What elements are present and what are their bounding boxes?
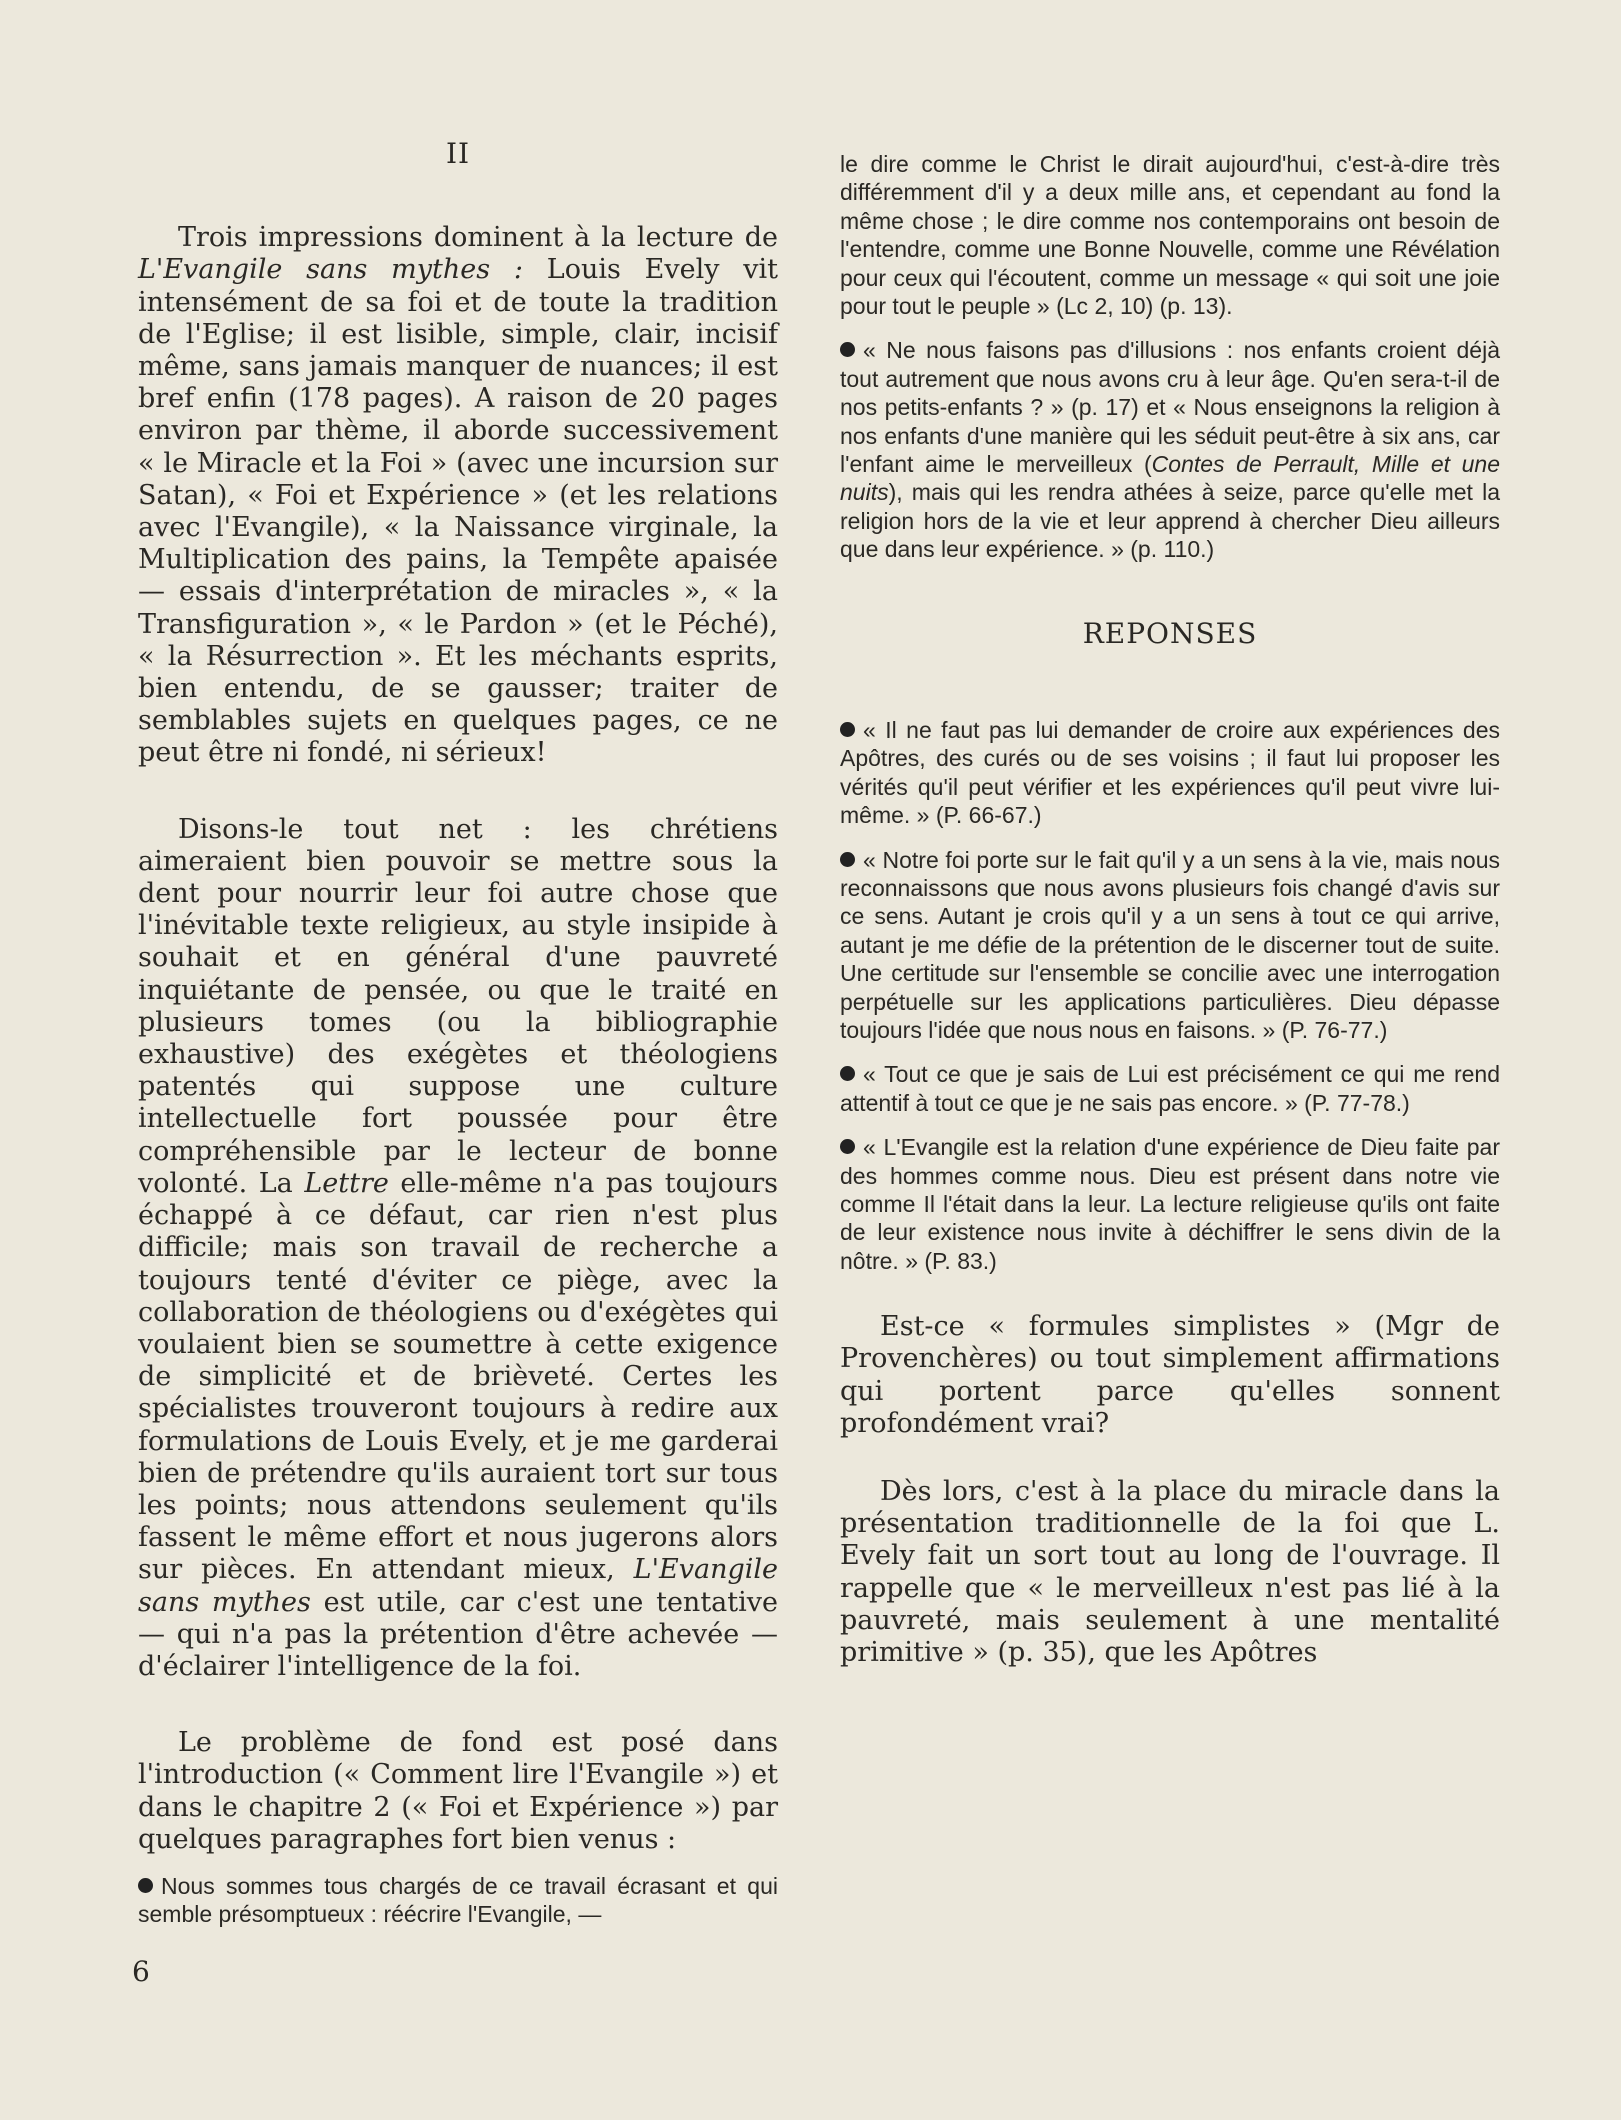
bullet-icon: [840, 722, 855, 737]
section-numeral: II: [445, 137, 471, 170]
last-paragraph: Dès lors, c'est à la place du miracle dans la présentation traditionnelle de la foi que L. Evely fait un sort tout au long de l'ouvrage. Il rappelle que « le merveilleux n'est pas lié à la pauvreté, mais seulement à une mentalité primitive » (p. 35), que les Apôtres: [840, 1476, 1500, 1669]
quote-item: Nous sommes tous chargés de ce travail écrasant et qui semble présomptueux : réécrire l'Evangile, —: [138, 1872, 778, 1928]
third-paragraph: Le problème de fond est posé dans l'introduction (« Comment lire l'Evangile ») et dans le chapitre 2 (« Foi et Expérience ») par quelques paragraphes fort bien venus :: [138, 1727, 778, 1855]
page-number: 6: [132, 1955, 150, 1988]
journal-title: Lettre: [304, 1167, 389, 1199]
response-item: « Tout ce que je sais de Lui est précisément ce qui me rend attentif à tout ce que je ne sais pas encore. » (P. 77-78.): [840, 1061, 1500, 1116]
response-item: « Notre foi porte sur le fait qu'il y a un sens à la vie, mais nous reconnaissons que nous avons plusieurs fois changé d'avis sur ce sens. Autant je crois qu'il y a un sens à tout ce qui arrive, autant je me défie de la prétention de le discerner tout de suite. Une certitude sur l'ensemble se concilie avec une interrogation perpétuelle sur les applications particulières. Dieu dépasse toujours l'idée que nous nous en faisons. » (P. 76-77.): [840, 846, 1500, 1043]
second-paragraph: Disons-le tout net : les chrétiens aimeraient bien pouvoir se mettre sous la dent pour nourrir leur foi autre chose que l'inévitable texte religieux, au style insipide à souhait et en général d'une pauvreté inquiétante de pensée, ou que le traité en plusieurs tomes (ou la bibliographie exhaustive) des exégètes et théologiens patentés qui suppose une culture intellectuelle fort poussée pour être compréhensible par le lecteur de bonne volonté. La Lettre elle-même n'a pas toujours échappé à ce défaut, car rien n'est plus difficile; mais son travail de recherche a toujours tenté d'éviter ce piège, avec la collaboration de théologiens ou d'exégètes qui voulaient bien se soumettre à cette exigence de simplicité et de brièveté. Certes les spécialistes trouveront toujours à redire aux formulations de Louis Evely, et je me garderai bien de prétendre qu'ils auraient tort sur tous les points; nous attendons seulement qu'ils fassent le même effort et nous jugerons alors sur pièces. En attendant mieux, L'Evangile sans mythes est utile, car c'est une tentative — qui n'a pas la prétention d'être achevée — d'éclairer l'intelligence de la foi.: [138, 813, 778, 1682]
intro-paragraph: Trois impressions dominent à la lecture de L'Evangile sans mythes : Louis Evely vit intensément de sa foi et de toute la tradition de l'Eglise; il est lisible, simple, clair, incisif même, sans jamais manquer de nuances; il est bref enfin (178 pages). A raison de 20 pages environ par thème, il aborde successivement « le Miracle et la Foi » (avec une incursion sur Satan), « Foi et Expérience » (et les relations avec l'Evangile), « la Naissance virginale, la Multiplication des pains, la Tempête apaisée — essais d'interprétation de miracles », « la Transfiguration », « le Pardon » (et le Péché), « la Résurrection ». Et les méchants esprits, bien entendu, de se gausser; traiter de semblables sujets en quelques pages, ce ne peut être ni fondé, ni sérieux!: [138, 222, 778, 769]
bullet-icon: [840, 342, 855, 357]
bullet-icon: [840, 1139, 855, 1154]
response-item: « Il ne faut pas lui demander de croire aux expériences des Apôtres, des curés ou de ses voisins ; il faut lui proposer les vérités qu'il peut vérifier et les expériences qu'il peut vivre lui-même. » (P. 66-67.): [840, 716, 1500, 829]
question-paragraph: Est-ce « formules simplistes » (Mgr de Provenchères) ou tout simplement affirmations qui portent parce qu'elles sonnent profondément vrai?: [840, 1311, 1500, 1439]
left-column: [138, 138, 778, 1929]
bullet-icon: [138, 1878, 153, 1893]
bullet-icon: [840, 852, 855, 867]
section-heading: REPONSES: [1082, 616, 1258, 650]
right-column: [840, 150, 1500, 1669]
book-title: L'Evangile sans mythes: [138, 1554, 778, 1618]
book-title: L'Evangile sans mythes :: [138, 254, 523, 286]
quote-item: « Ne nous faisons pas d'illusions : nos enfants croient déjà tout autrement que nous avons cru à leur âge. Qu'en sera-t-il de nos petits-enfants ? » (p. 17) et « Nous enseignons la religion à nos enfants d'une manière qui les séduit peut-être à six ans, car l'enfant aime le merveilleux (Contes de Perrault, Mille et une nuits), mais qui les rendra athées à seize, parce qu'elle met la religion hors de la vie et leur apprend à chercher Dieu ailleurs que dans leur expérience. » (p. 110.): [840, 337, 1501, 563]
book-title: Contes de Perrault, Mille et une nuits: [840, 451, 1501, 506]
quote-continuation: le dire comme le Christ le dirait aujourd'hui, c'est-à-dire très différemment d'il y a deux mille ans, et cependant au fond la même chose ; le dire comme nos contemporains ont besoin de l'entendre, comme une Bonne Nouvelle, comme une Révélation pour ceux qui l'écoutent, comme un message « qui soit une joie pour tout le peuple » (Lc 2, 10) (p. 13).: [840, 151, 1500, 320]
bullet-icon: [840, 1066, 855, 1081]
response-item: « L'Evangile est la relation d'une expérience de Dieu faite par des hommes comme nous. Dieu est présent dans notre vie comme Il l'était dans la leur. La lecture religieuse qu'ils ont faite de leur existence nous invite à déchiffrer le sens divin de la nôtre. » (P. 83.): [840, 1134, 1500, 1274]
